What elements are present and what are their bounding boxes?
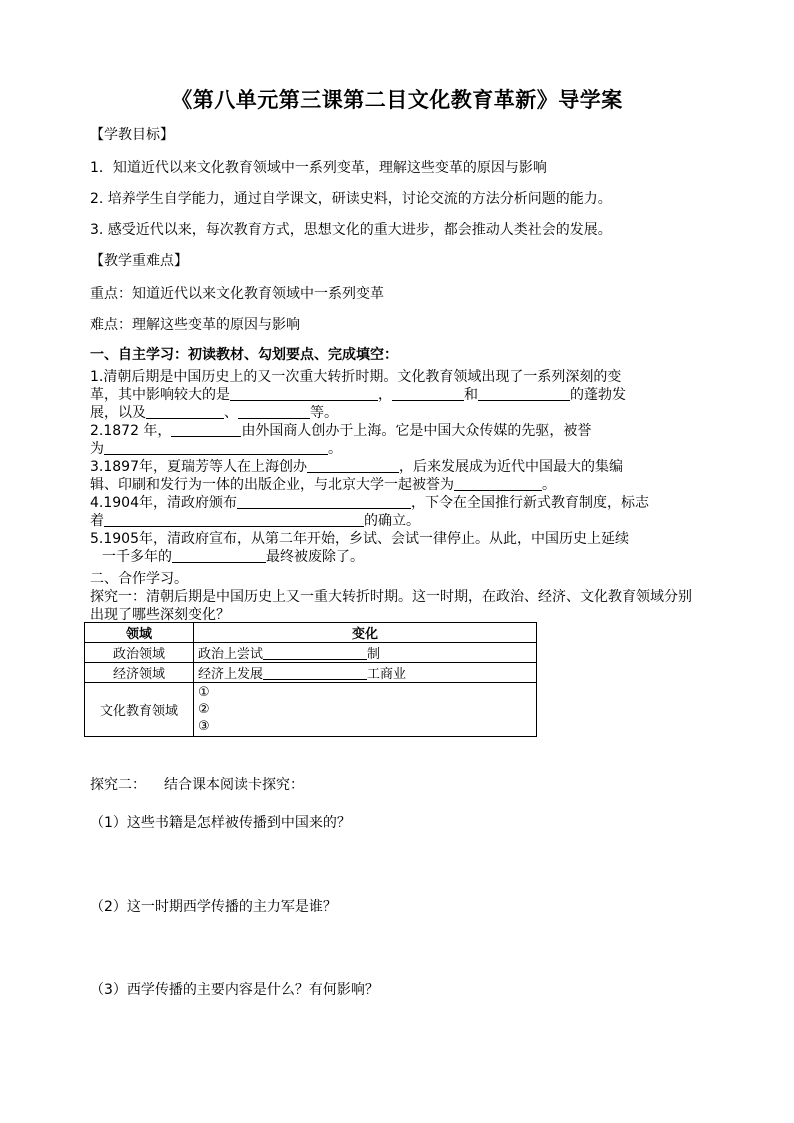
goal-item-1: 1．知道近代以来文化教育领域中一系列变革，理解这些变革的原因与影响 xyxy=(90,160,547,176)
table-cell-text: 政治上尝试 xyxy=(198,647,264,662)
q3-text-b: ，后来发展成为近代中国最大的集编 xyxy=(399,459,623,475)
q3-text-d: 。 xyxy=(542,477,556,493)
q4-text-d: 的确立。 xyxy=(364,513,420,529)
table-cell-text: 工商业 xyxy=(367,667,407,682)
difficulty-point: 难点：理解这些变革的原因与影响 xyxy=(90,317,300,333)
q1-blank-4[interactable] xyxy=(146,404,224,419)
q2-text-b: 由外国商人创办于上海。它是中国大众传媒的先驱，被誉 xyxy=(241,423,592,439)
table-cell-text: 制 xyxy=(367,647,381,662)
section1-heading: 一、自主学习：初读教材、勾划要点、完成填空： xyxy=(90,347,398,363)
table-cell-text: 经济上发展 xyxy=(198,667,264,682)
section2-heading: 二、合作学习。 xyxy=(90,571,188,587)
goal-item-3: 3. 感受近代以来，每次教育方式，思想文化的重大进步，都会推动人类社会的发展。 xyxy=(90,222,612,238)
q4-text-c: 着 xyxy=(90,513,104,529)
q1-text-e: 展，以及 xyxy=(90,405,146,421)
table-header-change: 变化 xyxy=(194,623,537,643)
q3-blank-2[interactable] xyxy=(454,476,542,491)
q1-line-2 xyxy=(90,384,626,404)
explore2-line xyxy=(90,774,304,794)
q2-text-c: 为 xyxy=(90,441,104,457)
q5-text-b: 最终被废除了。 xyxy=(266,549,364,565)
table-header-row xyxy=(85,623,537,643)
q2-text-d: 。 xyxy=(328,441,342,457)
q4-text-b: ，下令在全国推行新式教育制度，标志 xyxy=(411,495,649,511)
q1-blank-5[interactable] xyxy=(238,404,310,419)
culture-item-3: ③ xyxy=(198,719,210,734)
table-blank-politics[interactable] xyxy=(263,647,367,660)
explore2-question-1: （1）这些书籍是怎样被传播到中国来的？ xyxy=(90,815,351,831)
explore2-label: 探究二： xyxy=(90,777,146,793)
q4-blank-2[interactable] xyxy=(104,512,364,527)
q1-text-a: 革，其中影响较大的是 xyxy=(90,387,230,403)
explore1-line-1: 探究一：清朝后期是中国历史上又一重大转折时期。这一时期，在政治、经济、文化教育领域分别 xyxy=(90,589,692,605)
q5-line-2 xyxy=(90,546,364,566)
q3-text-c: 辑、印刷和发行为一体的出版企业，与北京大学一起被誉为 xyxy=(90,477,454,493)
goals-heading: 【学教目标】 xyxy=(90,127,174,143)
q1-text-d: 的蓬勃发 xyxy=(570,387,626,403)
q5-line-1: 5.1905年，清政府宣布，从第二年开始，乡试、会试一律停止。从此，中国历史上延续 xyxy=(90,531,629,547)
explore2-text: 结合课本阅读卡探究： xyxy=(164,777,304,793)
page-title: 《第八单元第三课第二目文化教育革新》导学案 xyxy=(171,87,623,112)
table-cell-change xyxy=(194,643,537,663)
table-cell-change[interactable] xyxy=(194,683,537,737)
q2-text-a: 2.1872 年， xyxy=(90,423,172,439)
q1-text-g: 等。 xyxy=(310,405,338,421)
table-cell-field: 文化教育领域 xyxy=(85,683,194,737)
q4-text-a: 4.1904年，清政府颁布 xyxy=(90,495,237,511)
q1-blank-2[interactable] xyxy=(392,386,464,401)
q2-line-1 xyxy=(90,420,591,440)
focus-point: 重点：知道近代以来文化教育领域中一系列变革 xyxy=(90,286,384,302)
q1-text-c: 和 xyxy=(464,387,478,403)
q3-text-a: 3.1897年，夏瑞芳等人在上海创办 xyxy=(90,459,307,475)
q1-line-3 xyxy=(90,402,338,422)
q5-blank-1[interactable] xyxy=(172,548,266,563)
table-cell-field: 经济领域 xyxy=(85,663,194,683)
q2-line-2 xyxy=(90,438,342,458)
key-points-heading: 【教学重难点】 xyxy=(90,253,188,269)
table-cell-change xyxy=(194,663,537,683)
explore2-question-3: （3）西学传播的主要内容是什么？有何影响？ xyxy=(90,982,379,998)
q4-line-1 xyxy=(90,492,649,512)
table-header-field: 领域 xyxy=(85,623,194,643)
q3-blank-1[interactable] xyxy=(307,458,399,473)
q3-line-1 xyxy=(90,456,623,476)
q1-blank-1[interactable] xyxy=(230,386,378,401)
q4-line-2 xyxy=(90,510,420,530)
explore2-question-2: （2）这一时期西学传播的主力军是谁？ xyxy=(90,899,337,915)
table-row xyxy=(85,643,537,663)
culture-item-1: ① xyxy=(198,685,210,700)
q4-blank-1[interactable] xyxy=(237,494,411,509)
explore1-line-2: 出现了哪些深刻变化？ xyxy=(90,607,230,623)
q1-line-1: 1.清朝后期是中国历史上的又一次重大转折时期。文化教育领域出现了一系列深刻的变 xyxy=(90,369,622,385)
culture-item-2: ② xyxy=(198,702,210,717)
q5-text-a: 一千多年的 xyxy=(102,549,172,565)
changes-table xyxy=(84,622,537,737)
table-cell-field: 政治领域 xyxy=(85,643,194,663)
q2-blank-2[interactable] xyxy=(104,440,328,455)
q3-line-2 xyxy=(90,474,556,494)
q1-blank-3[interactable] xyxy=(478,386,570,401)
table-row xyxy=(85,663,537,683)
table-blank-economy[interactable] xyxy=(263,667,367,680)
q1-text-f: 、 xyxy=(224,405,238,421)
table-row xyxy=(85,683,537,737)
q2-blank-1[interactable] xyxy=(171,422,241,437)
goal-item-2: 2. 培养学生自学能力，通过自学课文，研读史料，讨论交流的方法分析问题的能力。 xyxy=(90,191,612,207)
q1-text-b: ， xyxy=(378,387,392,403)
